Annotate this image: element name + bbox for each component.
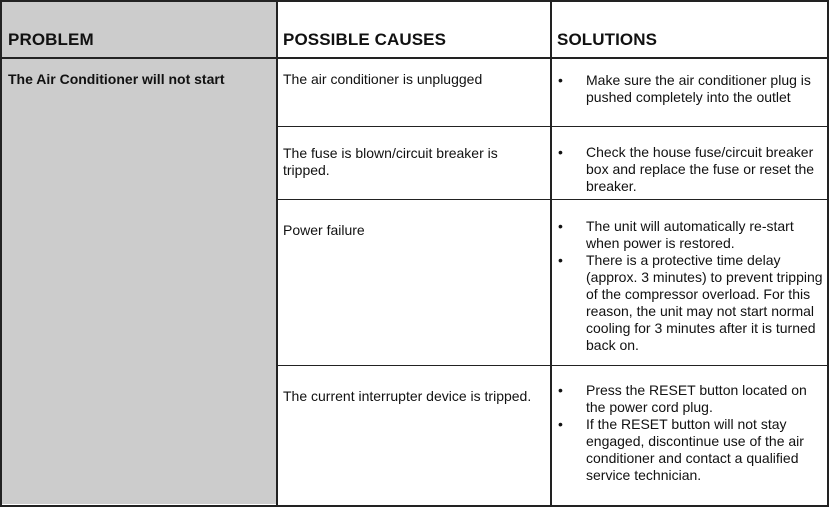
cause-row-1: The air conditioner is unplugged — [283, 71, 483, 87]
column-divider-2 — [550, 0, 552, 507]
solution-item: • The unit will automatically re-start when power is restored. — [558, 218, 794, 251]
row-divider-3 — [277, 365, 829, 366]
solutions-row-2 — [556, 144, 826, 195]
header-possible-causes: POSSIBLE CAUSES — [283, 30, 447, 49]
solution-item: • There is a protective time delay (approx. 3 minutes) to prevent tripping of the compressor overload. For this reason, the unit may not start normal cooling for 3 minutes after it is turned back on. — [558, 252, 823, 353]
solutions-row-1 — [556, 72, 826, 106]
row-divider-1 — [277, 126, 829, 127]
solution-item: • Check the house fuse/circuit breaker box and replace the fuse or reset the breaker. — [558, 144, 815, 194]
solutions-row-4 — [556, 382, 826, 484]
solution-item: • Make sure the air conditioner plug is pushed completely into the outlet — [558, 72, 811, 105]
solution-item: • If the RESET button will not stay engaged, discontinue use of the air conditioner and contact a qualified service technician. — [558, 416, 804, 483]
problem-text: The Air Conditioner will not start — [8, 71, 225, 87]
table-border-top — [0, 0, 829, 2]
cause-row-4: The current interrupter device is tripped. — [283, 388, 532, 404]
header-solutions: SOLUTIONS — [557, 30, 658, 49]
solutions-row-3 — [556, 218, 826, 354]
cause-row-3: Power failure — [283, 222, 365, 238]
cause-row-2: The fuse is blown/circuit breaker is tripped. — [283, 145, 498, 178]
header-problem: PROBLEM — [8, 30, 94, 49]
row-divider-2 — [277, 199, 829, 200]
solution-item: • Press the RESET button located on the power cord plug. — [558, 382, 807, 415]
column-divider-1 — [276, 0, 278, 507]
table-border-left — [0, 0, 2, 507]
header-divider — [0, 57, 829, 59]
